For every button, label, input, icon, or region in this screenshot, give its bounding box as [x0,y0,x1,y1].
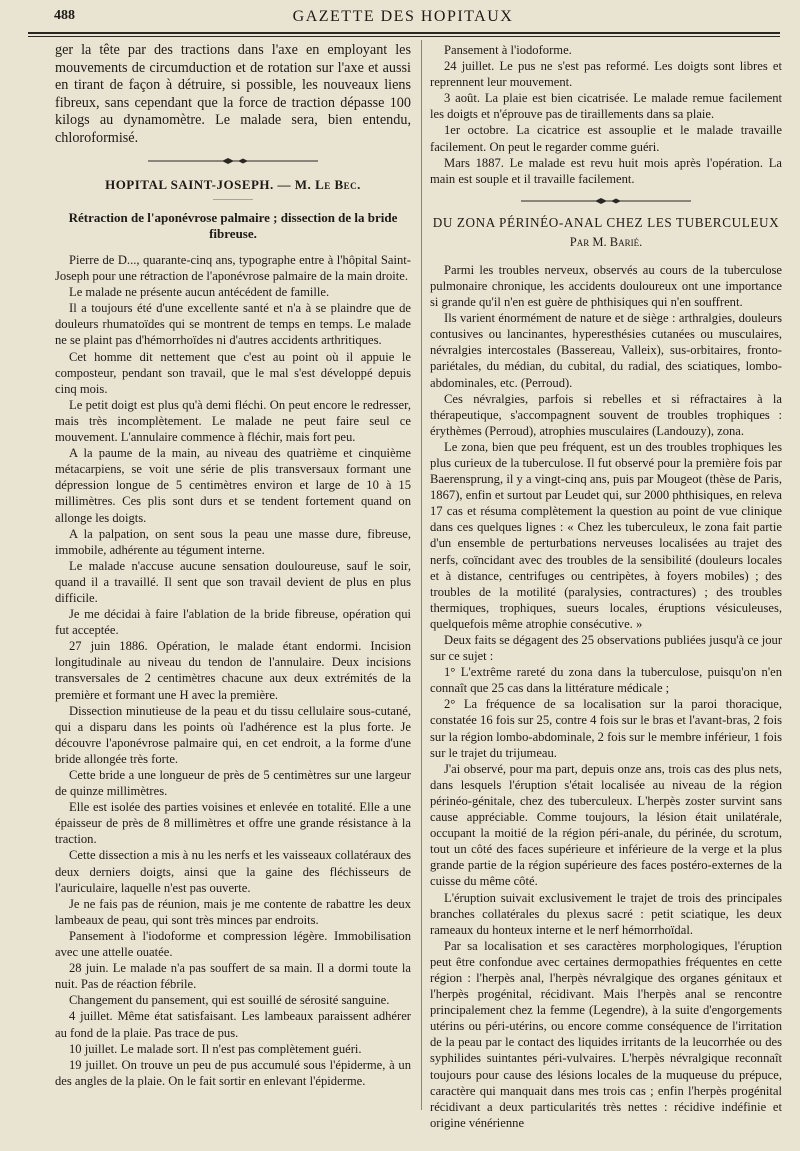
paragraph: Pansement à l'iodoforme. [444,43,572,57]
paragraph: Ils varient énormément de nature et de siège : arthralgies, douleurs contusives ou lancinantes, hyperesthésies cutanées ou musculaires, névralgies intercostales (Bassereau, Valleix), sus-orbitaires, fronto-pariétales, du médian, du cubital, du radial, des sciatiques, lombo-abdominales, etc. (Perroud). [430,311,782,390]
paragraph: Cette dissection a mis à nu les nerfs et les vaisseaux collatéraux des deux derniers doigts, ainsi que la gaine des fléchisseurs de l'auriculaire, laquelle n'est pas ouverte. [55,848,411,895]
case-subtitle: Rétraction de l'aponévrose palmaire ; dissection de la bride fibreuse. [68,210,398,241]
header-rule [28,32,780,34]
paragraph: 4 juillet. Même état satisfaisant. Les lambeaux paraissent adhérer au fond de la plaie. Pas trace de pus. [55,1009,411,1040]
article-author: Par M. Barié. [569,234,643,249]
case-text [55,252,411,1089]
page-header [28,8,778,32]
paragraph: Dissection minutieuse de la peau et du tissu cellulaire sous-cutané, qui a disparu dans les points où l'adhérence est la plus forte. Je découvre l'aponévrose palmaire qui, en cet endroit, a la forme d'une bride allongée très forte. [55,703,411,766]
paragraph: 1er octobre. La cicatrice est assouplie et le malade travaille facilement. On peut le regarder comme guéri. [430,123,782,154]
page-number: 488 [54,8,75,23]
paragraph: Je me décidai à faire l'ablation de la bride fibreuse, opération qui fut acceptée. [55,607,411,638]
right-column [430,42,782,1131]
paragraph: A la paume de la main, au niveau des quatrième et cinquième métacarpiens, se voit une série de plis transversaux formant une dépression longue de 5 centimètres environ et large de 10 à 15 millimètres. Ces plis sont durs et se tendent fortement quand on allonge les doigts. [55,446,411,525]
paragraph: Elle est isolée des parties voisines et enlevée en totalité. Elle a une épaisseur de près de 8 millimètres et offre une grande résistance à la traction. [55,800,411,847]
paragraph: Je ne fais pas de réunion, mais je me contente de rabattre les deux lambeaux de peau, qui sont très minces par endroits. [55,896,411,927]
ornament-divider [55,157,411,165]
paragraph: Cet homme dit nettement que c'est au point où il appuie le composteur, pendant son travail, que le mal s'est développé depuis cinq mois. [55,349,411,396]
small-rule [213,199,253,200]
paragraph: Pansement à l'iodoforme et compression légère. Immobilisation avec une attelle ouatée. [55,928,411,960]
intro-paragraph: ger la tête par des tractions dans l'axe en employant les mouvements de circumduction et de rotation sur l'axe et aussi en tirant de façon à détruire, si possible, les nouveaux liens fibreux, sans cependant que la force de traction dépasse 100 kilogs au dynamomètre. Le malade sera, bien entendu, chloroformisé. [55,42,411,146]
paragraph: Deux faits se dégagent des 25 observations publiées jusqu'à ce jour sur ce sujet : [430,633,783,664]
paragraph: 2° La fréquence de sa localisation sur la paroi thoracique, constatée 16 fois sur 25, contre 4 fois sur le bras et l'avant-bras, 2 fois sur la région lombo-abdominale, 2 fois sur le membre inférieur, 1 fois sur le trajet du trijumeau. [430,697,782,760]
running-title: GAZETTE DES HOPITAUX [292,8,514,25]
paragraph: Le zona, bien que peu fréquent, est un des troubles trophiques les plus curieux de la tuberculose. Il fut observé pour la première fois par Baerensprung, il y a vingt-cinq ans, puis par Mougeot (thèse de Paris, 1867), enfin et surtout par Leudet qui, sur 2000 phthisiques, en releva 17 cas et résuma complètement la question au point de vue clinique dans ces quelques lignes : « Chez les tuberculeux, le zona fait partie d'un ensemble de perturbations nerveuses localisées au trajet des nerfs, coïncidant avec des troubles de la sensibilité (douleurs locales et à distance, centrifuges ou centripètes, à foyers mobiles) ; des troubles de la motilité (paralysies, contractures) ; des troubles thermiques, trophiques, sueurs locales, éruptions vésiculeuses, quelquefois même atrophie consécutive. » [430,439,782,631]
column-divider [421,40,422,1110]
case-continuation [430,42,782,187]
article-title: DU ZONA PÉRINÉO-ANAL CHEZ LES TUBERCULEUX [432,214,780,230]
paragraph: L'éruption suivait exclusivement le trajet de trois des principales branches collatérales du plexus sacré : petit sciatique, les deux rameaux du honteux interne et le nerf hémorrhoïdal. [430,890,782,937]
ornament-divider [430,197,782,205]
paragraph: 28 juin. Le malade n'a pas souffert de sa main. Il a dormi toute la nuit. Pas de réaction fébrile. [55,961,411,992]
left-column [55,42,411,1089]
paragraph: Mars 1887. Le malade est revu huit mois après l'opération. La main est souple et il travaille facilement. [430,155,782,186]
paragraph: Par sa localisation et ses caractères morphologiques, l'éruption peut être confondue avec certaines dermopathies fréquentes en cette région : l'herpès anal, l'herpès névralgique des organes génitaux et l'herpès progénital, récidivant. Mais l'herpès anal se rencontre principalement chez la femme (Legendre), à la suite d'engorgements utérins ou péri-utérins, ou encore comme conséquence de l'irritation de la peau par le contact des liquides irritants de la leucorrhée ou des syphilides suintantes péri-vulvaires. L'herpès névralgique reconnaît toujours pour cause des lésions locales de la muqueuse du prépuce, caractère qui manquait dans mes trois cas ; enfin l'herpès progénital récidivant a deux particularités très nettes : récidive indéfinie et origine vénérienne [430,938,782,1130]
paragraph: J'ai observé, pour ma part, depuis onze ans, trois cas des plus nets, dans lesquels l'éruption s'était localisée au niveau de la région périnéo-génitale, chez des tuberculeux. L'herpès zoster survint sans cause appréciable. Comme toujours, la lésion était unilatérale, occupant la moitié de la région péri-anale, du périnée, du scrotum, tout un côté des faces supérieure et inférieure de la verge et la plus grande partie de la région supérieure des faces postéro-externes de la cuisse du même côté. [430,761,782,889]
paragraph: Le petit doigt est plus qu'à demi fléchi. On peut encore le redresser, mais très incomplètement. Le malade ne peut faire seul ce mouvement. L'annulaire commence à fléchir, mais fort peu. [55,397,411,445]
paragraph: Ces névralgies, parfois si rebelles et si réfractaires à la thérapeutique, s'accompagnent souvent de troubles trophiques : érythèmes (Perroud), atrophies musculaires (Landouzy), zona. [430,391,782,438]
paragraph: Cette bride a une longueur de près de 5 centimètres sur une largeur de quinze millimètres. [55,768,411,799]
section-doctor: Le Bec. [315,177,361,192]
article-text [430,262,782,1131]
paragraph: 27 juin 1886. Opération, le malade étant endormi. Incision longitudinale au niveau du tendon de l'annulaire. Deux incisions transversales de 2 centimètres chacune aux deux extrémités de la première et formant une H avec la première. [55,639,411,702]
paragraph: Changement du pansement, qui est souillé de sérosité sanguine. [69,993,390,1008]
paragraph: 19 juillet. On trouve un peu de pus accumulé sous l'épiderme, à un des angles de la plaie. On le fait sortir en enlevant l'épiderme. [55,1057,411,1088]
paragraph: 1° L'extrême rareté du zona dans la tuberculose, puisqu'on n'en connaît que 25 cas dans la littérature médicale ; [430,665,782,696]
header-rule-thin [28,36,780,37]
paragraph: 10 juillet. Le malade sort. Il n'est pas complètement guéri. [69,1041,362,1056]
section-heading [55,177,411,193]
paragraph: Le malade n'accuse aucune sensation douloureuse, sauf le soir, quand il a travaillé. Il sent que son travail devient de plus en plus difficile. [55,558,411,605]
paragraph: Parmi les troubles nerveux, observés au cours de la tuberculose pulmonaire chronique, les accidents douloureux ont une importance si grande qu'il n'en est guère de phthisiques qui n'en souffrent. [430,262,782,310]
paragraph: 24 juillet. Le pus ne s'est pas reformé. Les doigts sont libres et reprennent leur mouvement. [430,59,782,90]
section-title: HOPITAL SAINT-JOSEPH. — M. [105,177,312,192]
paragraph: A la palpation, on sent sous la peau une masse dure, fibreuse, immobile, adhérente au tégument interne. [55,526,411,557]
paragraph: Le malade ne présente aucun antécédent de famille. [69,285,330,300]
intro-block [55,42,411,147]
paragraph: Il a toujours été d'une excellente santé et n'a à se plaindre que de douleurs rhumatoïdes qui se montrent de temps en temps. Le malade ne se plaint pas d'hémorrhoïdes ni d'autres accidents arthritiques. [55,301,411,348]
paragraph: Pierre de D..., quarante-cinq ans, typographe entre à l'hôpital Saint-Joseph pour une rétraction de l'aponévrose palmaire de la main droite. [55,253,411,284]
paragraph: 3 août. La plaie est bien cicatrisée. Le malade remue facilement les doigts et n'éprouve pas de tiraillements dans sa plaie. [430,91,782,122]
